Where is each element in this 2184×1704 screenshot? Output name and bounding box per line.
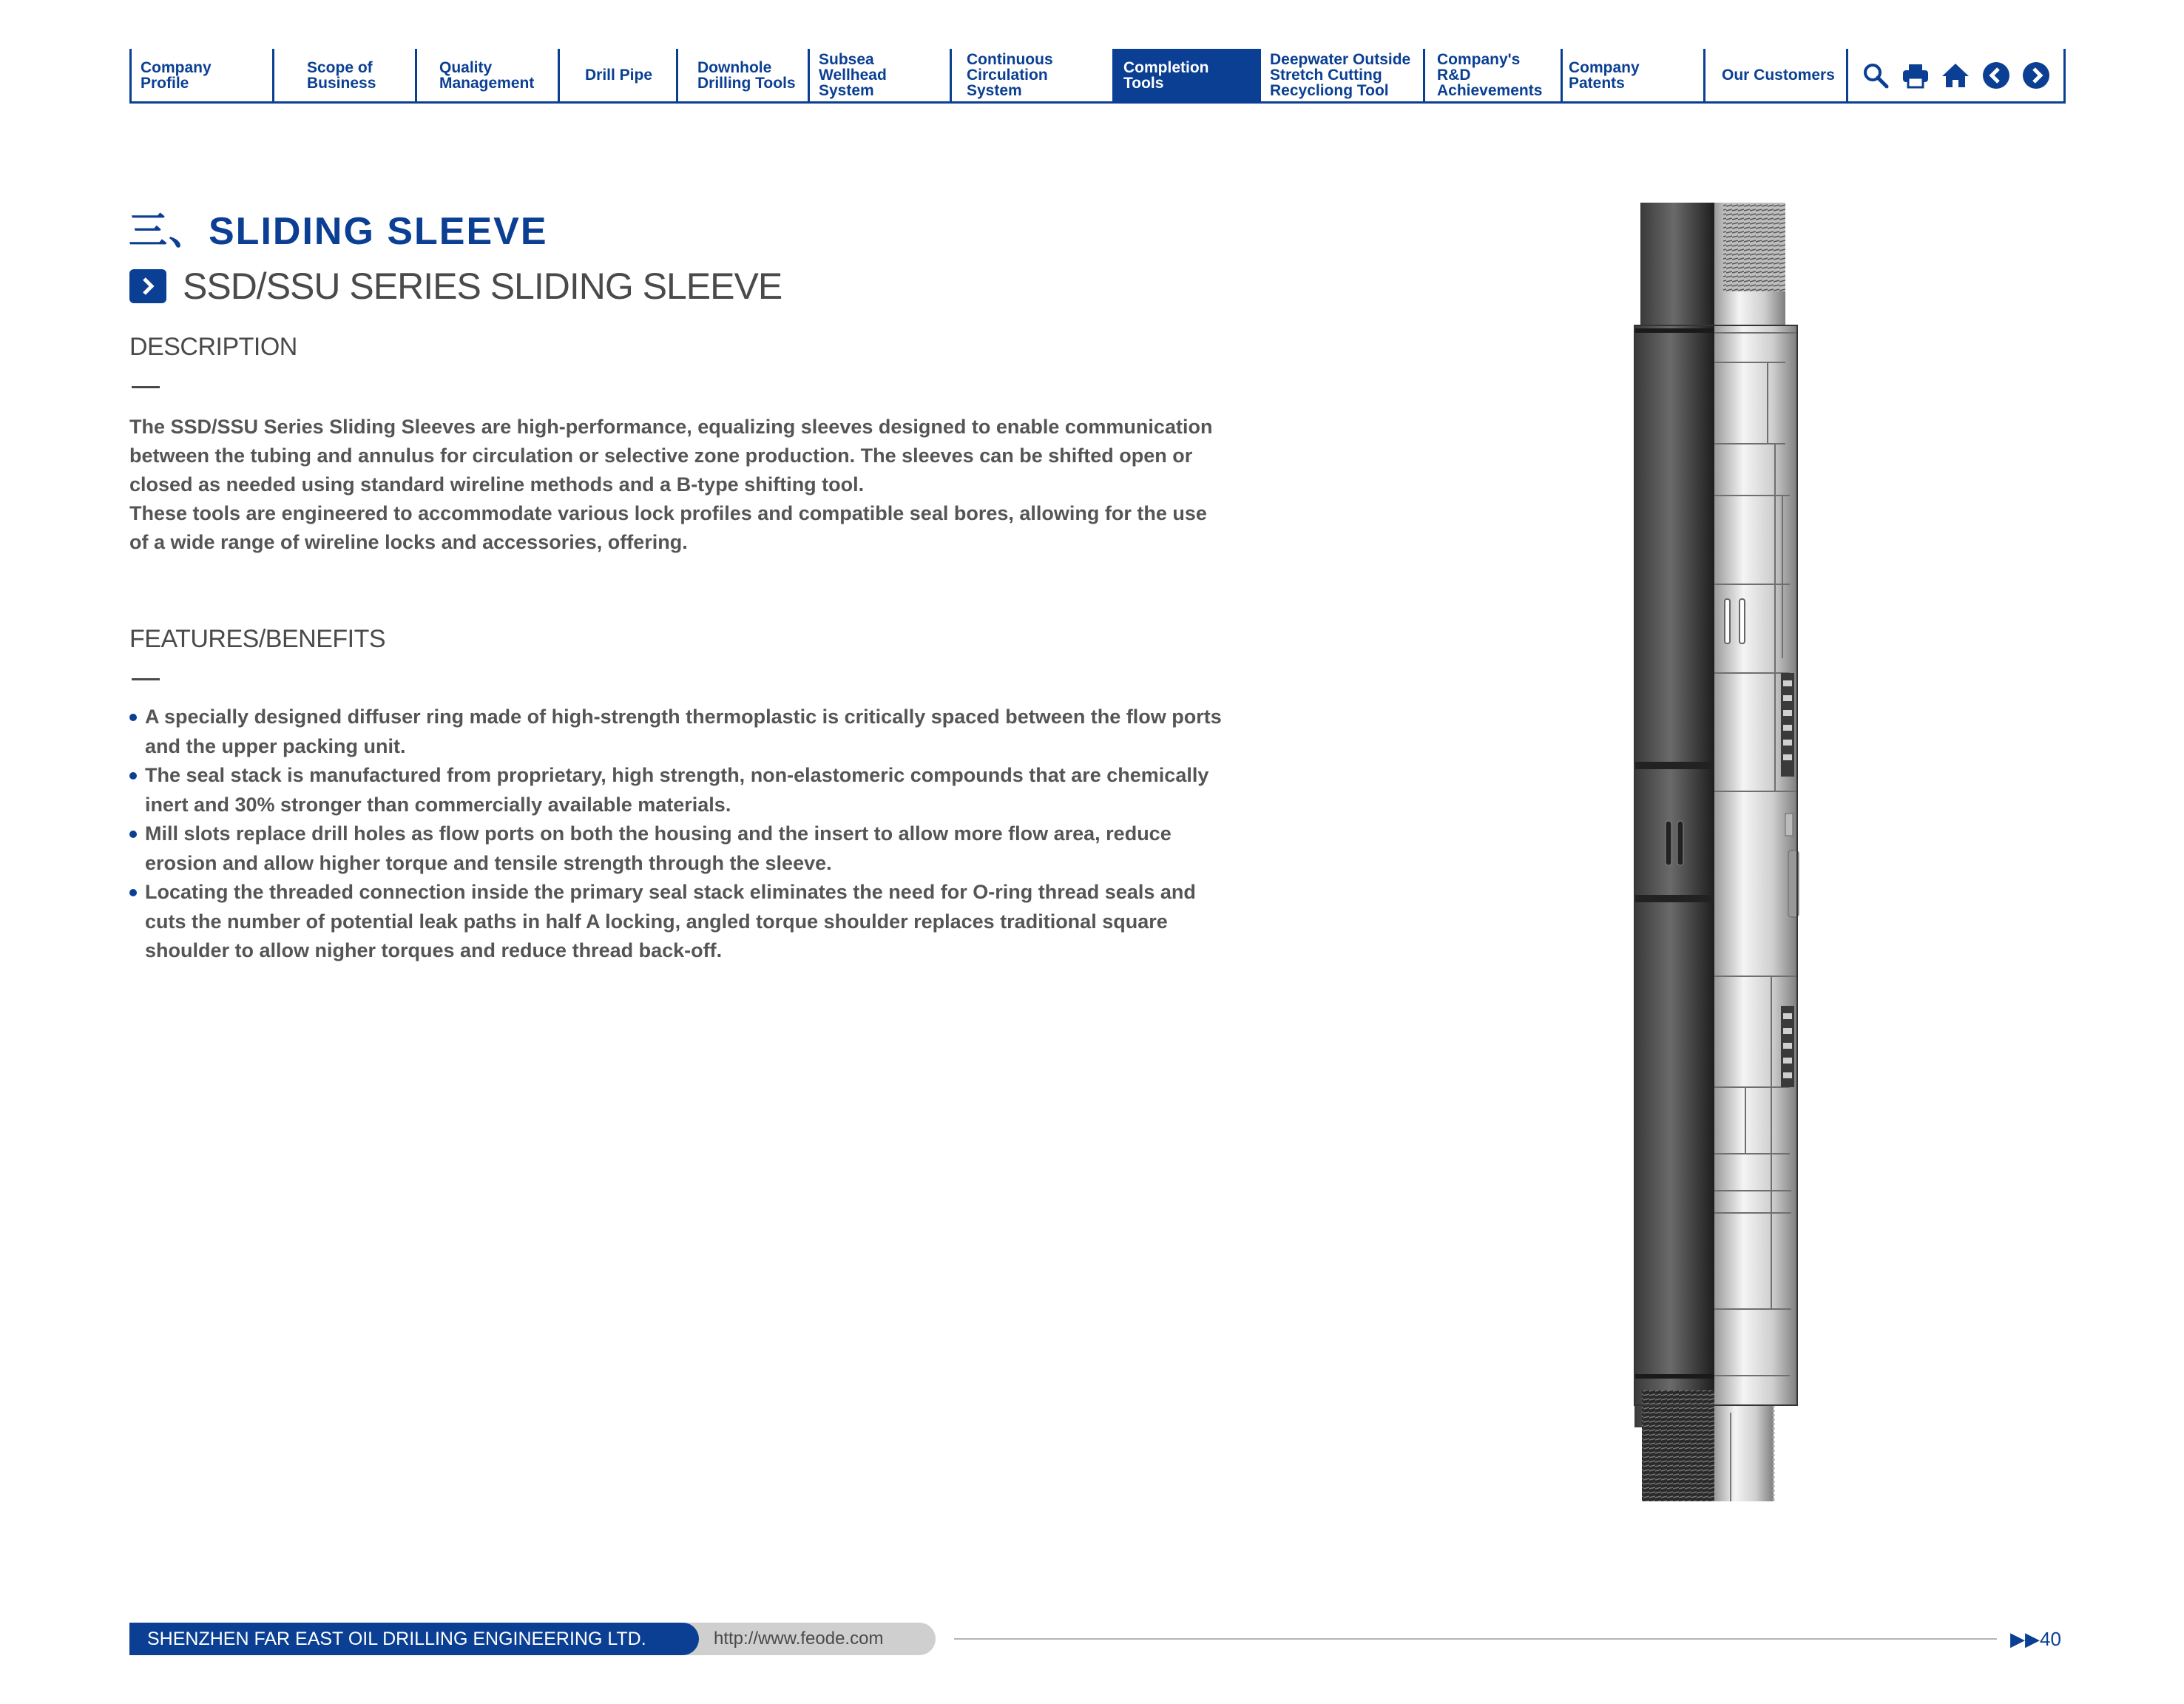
list-item: The seal stack is manufactured from proprietary, high strength, non-elastomeric compounds that are chemically inert and 30% stronger than commercially available materials. xyxy=(129,761,1224,819)
nav-scope-of-business[interactable]: Scope of Business xyxy=(274,49,417,101)
page-number xyxy=(2010,1624,2061,1654)
footer-website-link[interactable]: http://www.feode.com xyxy=(666,1623,936,1655)
nav-company-rd-achievements[interactable]: Company's R&D Achievements xyxy=(1425,49,1563,101)
list-item: Locating the threaded connection inside the primary seal stack eliminates the need for O-ring thread seals and cuts the number of potential leak paths in half A locking, angled torque shoulder replaces traditional square shoulder to allow nigher torques and reduce thread back-off. xyxy=(129,878,1224,966)
next-page-icon[interactable] xyxy=(2021,61,2051,90)
description-heading: DESCRIPTION xyxy=(129,333,297,361)
nav-downhole-drilling-tools[interactable]: Downhole Drilling Tools xyxy=(678,49,810,101)
product-subtitle: SSD/SSU SERIES SLIDING SLEEVE xyxy=(183,266,782,307)
features-list xyxy=(129,703,1224,966)
top-navigation xyxy=(129,49,2066,104)
page-number-value: 40 xyxy=(2040,1628,2061,1650)
description-body xyxy=(129,413,1224,557)
nav-our-customers[interactable]: Our Customers xyxy=(1705,49,1848,101)
print-icon[interactable] xyxy=(1901,61,1930,90)
list-item: Mill slots replace drill holes as flow ports on both the housing and the insert to allow more flow area, reduce erosion and allow higher torque and tensile strength through the sleeve. xyxy=(129,819,1224,878)
chevron-right-icon xyxy=(129,269,166,303)
features-heading: FEATURES/BENEFITS xyxy=(129,625,386,653)
section-title: 三、SLIDING SLEEVE xyxy=(129,210,548,253)
description-paragraph: The SSD/SSU Series Sliding Sleeves are high-performance, equalizing sleeves designed to enable communication between the tubing and annulus for circulation or selective zone production. The sleeves can be shifted open or closed as needed using standard wireline methods and a B-type shifting tool. xyxy=(129,416,1213,496)
nav-subsea-wellhead-system[interactable]: Subsea Wellhead System xyxy=(810,49,952,101)
footer-company-name: SHENZHEN FAR EAST OIL DRILLING ENGINEERING LTD. xyxy=(129,1623,699,1655)
sliding-sleeve-illustration xyxy=(1620,200,1812,1501)
description-paragraph: These tools are engineered to accommodate various lock profiles and compatible seal bores, allowing for the use of a wide range of wireline locks and accessories, offering. xyxy=(129,502,1207,553)
nav-quality-management[interactable]: Quality Management xyxy=(417,49,560,101)
features-divider xyxy=(132,678,160,680)
description-divider xyxy=(132,386,160,388)
nav-deepwater-outside-stretch-cutting-tool[interactable]: Deepwater Outside Stretch Cutting Recycliong Tool xyxy=(1261,49,1425,101)
nav-icon-bar xyxy=(1848,49,2063,101)
nav-drill-pipe[interactable]: Drill Pipe xyxy=(560,49,678,101)
footer-divider xyxy=(954,1638,1997,1640)
nav-completion-tools[interactable]: Completion Tools xyxy=(1115,49,1261,101)
prev-page-icon[interactable] xyxy=(1981,61,2011,90)
product-subtitle-row xyxy=(129,265,782,308)
home-icon[interactable] xyxy=(1941,61,1970,90)
nav-continuous-circulation-system[interactable]: Continuous Circulation System xyxy=(952,49,1115,101)
nav-company-patents[interactable]: Company Patents xyxy=(1563,49,1705,101)
list-item: A specially designed diffuser ring made of high-strength thermoplastic is critically spaced between the flow ports and the upper packing unit. xyxy=(129,703,1224,761)
search-icon[interactable] xyxy=(1861,61,1890,90)
nav-company-profile[interactable]: Company Profile xyxy=(132,49,274,101)
double-arrow-icon: ▶▶ xyxy=(2010,1628,2040,1650)
